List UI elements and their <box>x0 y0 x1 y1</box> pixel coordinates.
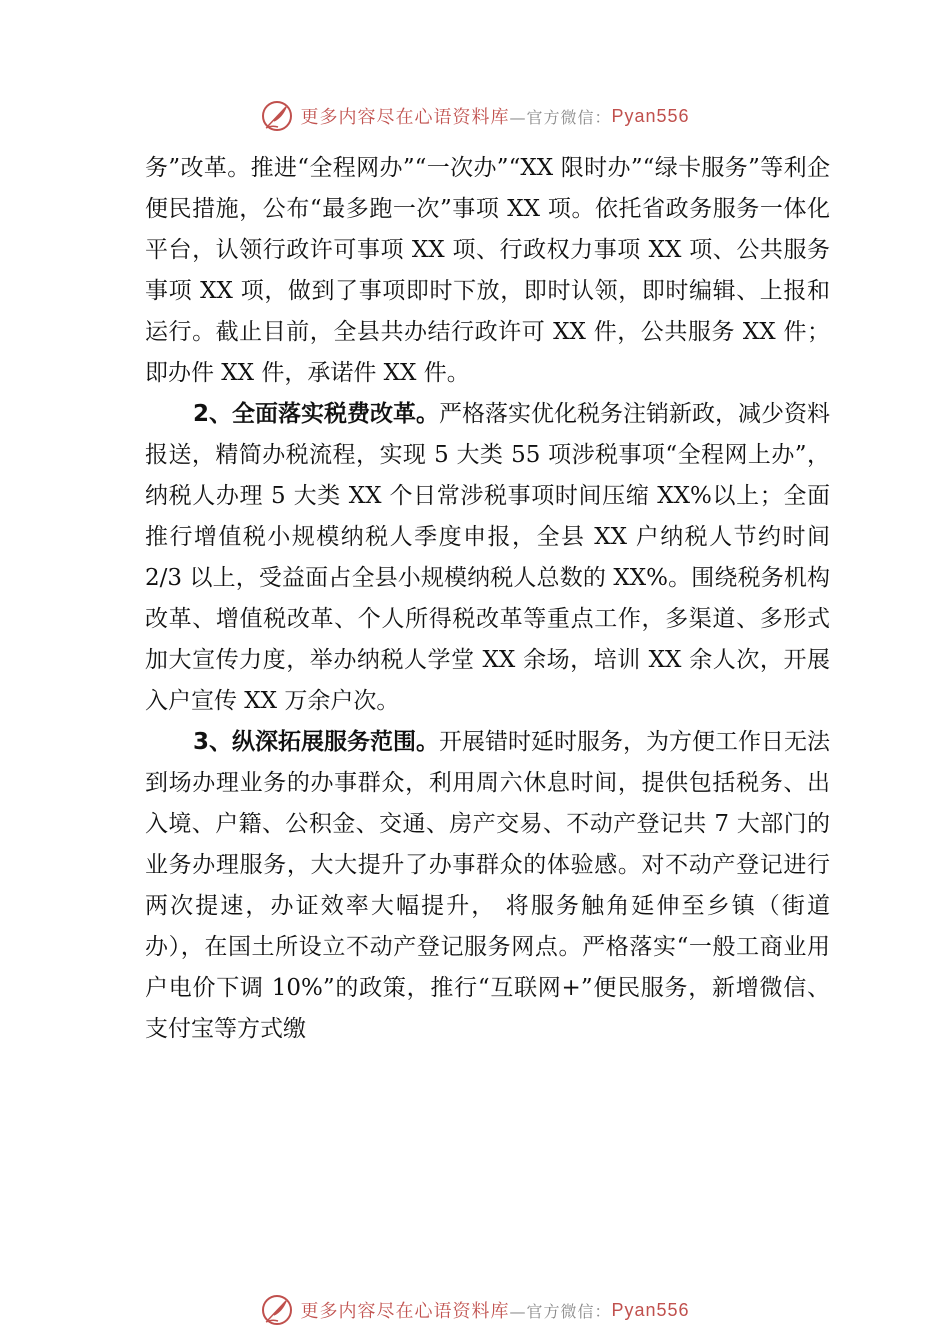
watermark-footer <box>0 1290 950 1330</box>
paragraph-2-body: 严格落实优化税务注销新政，减少资料报送，精简办税流程，实现 5 大类 55 项涉税事项“全程网上办”，纳税人办理 5 大类 XX 个日常涉税事项时间压缩 XX%以上；全面推行增值税小规模纳税人季度申报，全县 XX 户纳税人节约时间 2/3 以上，受益面占全县小规模纳税人总数的 XX%。围绕税务机构改革、增值税改革、个人所得税改革等重点工作，多渠道、多形式加大宣传力度，举办纳税人学堂 XX 余场，培训 XX 余人次，开展入户宣传 XX 万余户次。 <box>145 401 831 714</box>
watermark-wechat-id: Pyan556 <box>611 1299 690 1320</box>
watermark-title: 更多内容尽在心语资料库 <box>300 107 510 128</box>
watermark-wechat-id: Pyan556 <box>611 105 690 126</box>
watermark-separator: —官方微信： <box>509 1301 612 1321</box>
watermark-title: 更多内容尽在心语资料库 <box>300 1301 510 1322</box>
paragraph-3-body: 开展错时延时服务，为方便工作日无法到场办理业务的办事群众，利用周六休息时间，提供包括税务、出入境、户籍、公积金、交通、房产交易、不动产登记共 7 大部门的业务办理服务，大大提升了办事群众的体验感。对不动产登记进行两次提速，办证效率大幅提升， 将服务触角延伸至乡镇（街道办），在国土所设立不动产登记服务网点。严格落实“一般工商业用户电价下调 10%”的政策，推行“互联网+”便民服务，新增微信、支付宝等方式缴 <box>145 729 831 1042</box>
watermark-separator: —官方微信： <box>509 107 612 127</box>
document-body <box>145 148 830 1050</box>
quill-logo-icon <box>260 1293 294 1327</box>
paragraph-2 <box>145 394 830 722</box>
quill-logo-icon <box>260 99 294 133</box>
paragraph-1: 务”改革。推进“全程网办”“一次办”“XX 限时办”“绿卡服务”等利企便民措施，公布“最多跑一次”事项 XX 项。依托省政务服务一体化平台，认领行政许可事项 XX 项、行政权力事项 XX 项、公共服务事项 XX 项，做到了事项即时下放，即时认领，即时编辑、上报和运行。截止目前，全县共办结行政许可 XX 件，公共服务 XX 件；即办件 XX 件，承诺件 XX 件。 <box>145 155 830 386</box>
paragraph-3 <box>145 722 830 1050</box>
paragraph-3-heading: 3、纵深拓展服务范围。 <box>193 729 440 755</box>
paragraph-2-heading: 2、全面落实税费改革。 <box>193 401 440 427</box>
watermark-header <box>0 96 950 136</box>
